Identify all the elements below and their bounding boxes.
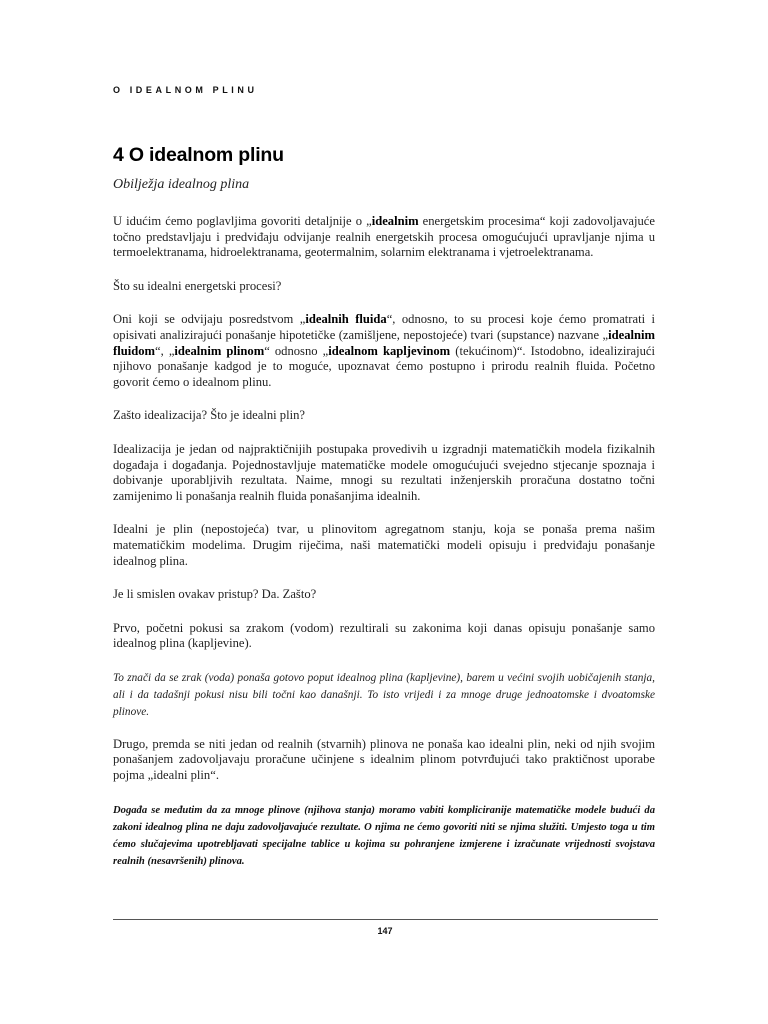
bold-term-idealnim: idealnim — [371, 214, 419, 228]
bold-term-idealnim-plinom: idealnim plinom — [174, 343, 265, 358]
paragraph-intro: U idućim ćemo poglavljima govoriti detaljnije o „idealnim energetskim procesima“ koji zadovoljavajuće točno predstavljaju i predviđaju odvijanje realnih energetskih procesa omogućujući upravljanje njima u termoelektranama, hidroelektranama, geotermalnim, solarnim elektranama i vjetroelektranama. — [113, 214, 655, 260]
paragraph-first-reason: Prvo, početni pokusi sa zrakom (vodom) rezultirali su zakonima koji danas opisuju ponašanje samo idealnog plina (kapljevine). — [113, 620, 655, 651]
page-number: 147 — [377, 926, 393, 936]
paragraph-ideal-gas-definition: Idealni je plin (nepostojeća) tvar, u plinovitom agregatnom stanju, koja se ponaša prema našim matematičkim modelima. Drugim riječima, naši matematički modeli opisuju i predviđaju ponašanje idealnog plina. — [113, 522, 655, 568]
chapter-subtitle: Obilježja idealnog plina — [113, 177, 250, 192]
question-why-idealization: Zašto idealizacija? Što je idealni plin? — [113, 408, 305, 423]
paragraph-bold-italic-note: Događa se međutim da za mnoge plinove (njihova stanja) moramo vabiti kompliciranije matematičke modele budući da zakoni idealnog plina ne daju zadovoljavajuće rezultate. O njima ne ćemo govoriti niti se njima služiti. Umjesto toga u tim ćemo slučajevima upotrebljavati specijalne tablice u kojima su pohranjene izmjerene i izračunate vrijednosti svojstava realnih (nesavršenih) plinova. — [113, 804, 655, 867]
bold-term-idealnih-fluida: idealnih fluida — [305, 312, 387, 327]
bold-term-idealnom-kapljevinom: idealnom kapljevinom — [328, 343, 451, 358]
paragraph-idealization: Idealizacija je jedan od najpraktičnijih postupaka provedivih u izgradnji matematičkih modela fizikalnih događaja i događanja. Pojednostavljuje matematičke modele omogućujući svejedno stjecanje spoznaja i dobivanje uporabljivih rezultata. Naime, mnogi su rezultati inženjerskih proračuna dostatno točni zamijenimo li ponašanja realnih fluida ponašanjima idealnih. — [113, 441, 655, 503]
question-ideal-processes: Što su idealni energetski procesi? — [113, 278, 282, 293]
paragraph-ideal-fluids: Oni koji se odvijaju posredstvom „idealnih fluida“, odnosno, to su procesi koje ćemo promatrati i opisivati analizirajući ponašanje hipotetičke (zamišljene, nepostojeće) tvari (supstance) nazvane „idealnim fluidom“, „idealnim plinom“ odnosno „idealnom kapljevinom (tekućinom)“. Istodobno, idealizirajući njihovo ponašanje kadgod je to moguće, upoznavat ćemo postupno i prirodu realnih fluida. Početno govorit ćemo o idealnom plinu. — [113, 312, 655, 389]
paragraph-second-reason: Drugo, premda se niti jedan od realnih (stvarnih) plinova ne ponaša kao idealni plin, neki od njih svojim ponašanjem zadovoljavaju proračune učinjene s idealnim plinom potvrđujući tako praktičnost uporabe pojma „idealni plin“. — [113, 736, 655, 783]
running-header: O IDEALNOM PLINU — [113, 85, 258, 95]
body-text — [113, 214, 655, 888]
bold-term-idealnim-fluidom: idealnim fluidom — [113, 327, 655, 358]
chapter-title: 4 O idealnom plinu — [113, 144, 284, 166]
footer-rule — [113, 919, 658, 920]
question-meaningful-approach: Je li smislen ovakav pristup? Da. Zašto? — [113, 587, 317, 602]
paragraph-italic-note: To znači da se zrak (voda) ponaša gotovo poput idealnog plina (kapljevine), barem u većini svojih uobičajenih stanja, ali i da tadašnji pokusi nisu bili točni kao današnji. To isto vrijedi i za mnoge druge jednoatomske i dvoatomske plinove. — [113, 671, 655, 718]
